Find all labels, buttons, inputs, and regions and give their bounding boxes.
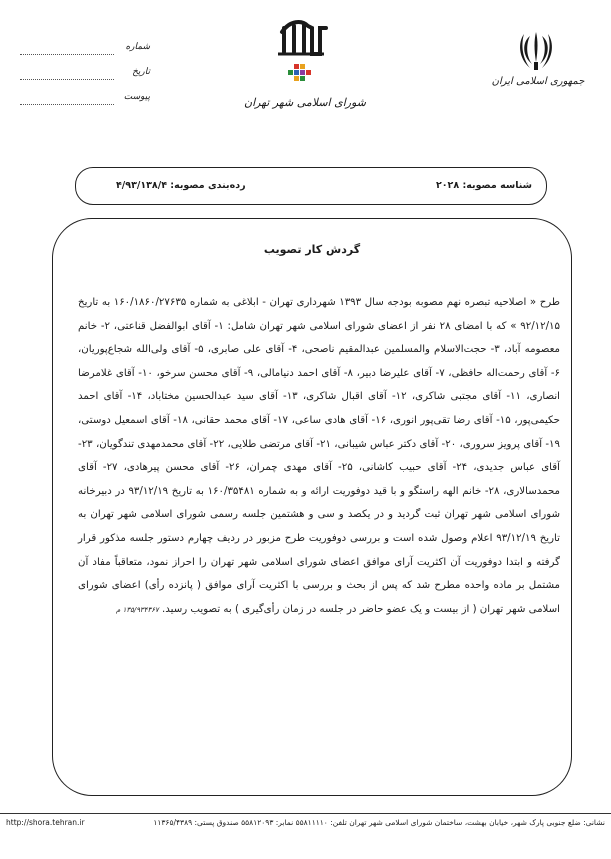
approval-classification: رده‌بندی مصوبه: ۴/۹۳/۱۳۸/۴	[116, 180, 246, 191]
document-reference-code: ۱۳۵/۹۳۴۳۶۷ م	[116, 605, 159, 614]
approval-id-box	[75, 167, 547, 205]
republic-name: جمهوری اسلامی ایران	[491, 76, 585, 87]
date-field	[20, 67, 150, 83]
document-body	[78, 291, 560, 721]
number-label: شماره	[125, 42, 150, 52]
attachment-dotted-line	[20, 104, 114, 105]
footer-address: نشانی: ضلع جنوبی پارک شهر، خیابان بهشت، ساختمان شورای اسلامی شهر تهران تلفن: ۵۵۸۱۱۱۱۰ نمابر: ۵۵۸۱۲۰۹۳ صندوق پستی: ۱۱۳۶۵/۴۳۸۹	[153, 818, 605, 827]
council-logo-icon	[268, 18, 332, 88]
council-name: شورای اسلامی شهر تهران	[244, 96, 366, 109]
footer-website-link[interactable]: http://shora.tehran.ir	[6, 818, 85, 827]
document-title: گردش کار تصویب	[263, 243, 361, 256]
document-body-text: طرح « اصلاحیه تبصره نهم مصوبه بودجه سال ۱۳۹۳ شهرداری تهران - ابلاغی به شماره ۱۶۰/۱۸۶۰/۲۷۶۳۵ به تاریخ ۹۲/۱۲/۱۵ » که با امضای ۲۸ نفر از اعضای شورای اسلامی شهر تهران شامل: ۱- آقای ابوالفضل قناعتی، ۲- خانم معصومه آباد، ۳- حجت‌الاسلام والمسلمین عبدالمقیم ناصحی، ۴- آقای علی صابری، ۵- آقای ولی‌الله شجاع‌پوریان، ۶- آقای رحمت‌اله حافظی، ۷- آقای علیرضا دبیر، ۸- آقای احمد دنیامالی، ۹- آقای محسن سرخو، ۱۰- آقای غلامرضا انصاری، ۱۱- آقای مجتبی شاکری، ۱۲- آقای اقبال شاکری، ۱۳- آقای سید عبدالحسین مختاباد، ۱۴- آقای احمد حکیمی‌پور، ۱۵- آقای رضا تقی‌پور انوری، ۱۶- آقای هادی ساعی، ۱۷- آقای محمد حقانی، ۱۸- آقای اسمعیل دوستی، ۱۹- آقای پرویز سروری، ۲۰- آقای دکتر عباس شیبانی، ۲۱- آقای مرتضی طلایی، ۲۲- آقای محمدمهدی تندگویان، ۲۳- آقای عباس جدیدی، ۲۴- آقای حبیب کاشانی، ۲۵- آقای مهدی چمران، ۲۶- آقای محسن پیرهادی، ۲۷- آقای محمدسالاری، ۲۸- خانم الهه راستگو و با قید دوفوریت ارائه و به شماره ۱۶۰/۳۵۴۸۱ به تاریخ ۹۳/۱۲/۱۹ در دبیرخانه شورای اسلامی شهر تهران ثبت گردید و در یکصد و سی و هشتمین جلسه رسمی شورای اسلامی شهر تهران به تاریخ ۹۳/۱۲/۱۹ اعلام وصول شده است و بررسی دوفوریت طرح مزبور در ردیف چهارم دستور جلسه مذکور قرار گرفته و ابتدا دوفوریت آن اکثریت آرای موافق اعضای شورای اسلامی شهر تهران را احراز نمود، متعاقباً مفاد آن مشتمل بر ماده واحده مطرح شد که پس از بحث و بررسی با اکثریت آرای موافق ( پانزده رأی) اعضای شورای اسلامی شهر تهران ( از بیست و یک عضو حاضر در جلسه در زمان رأی‌گیری ) به تصویب رسید.	[78, 297, 561, 615]
iran-emblem-icon	[516, 28, 556, 72]
number-field	[20, 42, 150, 58]
footer-divider	[0, 813, 611, 814]
number-dotted-line	[20, 54, 114, 55]
attachment-label: پیوست	[123, 92, 150, 102]
attachment-field	[20, 92, 150, 108]
approval-number: شناسه مصوبه: ۲۰۲۸	[435, 180, 532, 191]
date-dotted-line	[20, 79, 114, 80]
date-label: تاریخ	[132, 67, 150, 77]
